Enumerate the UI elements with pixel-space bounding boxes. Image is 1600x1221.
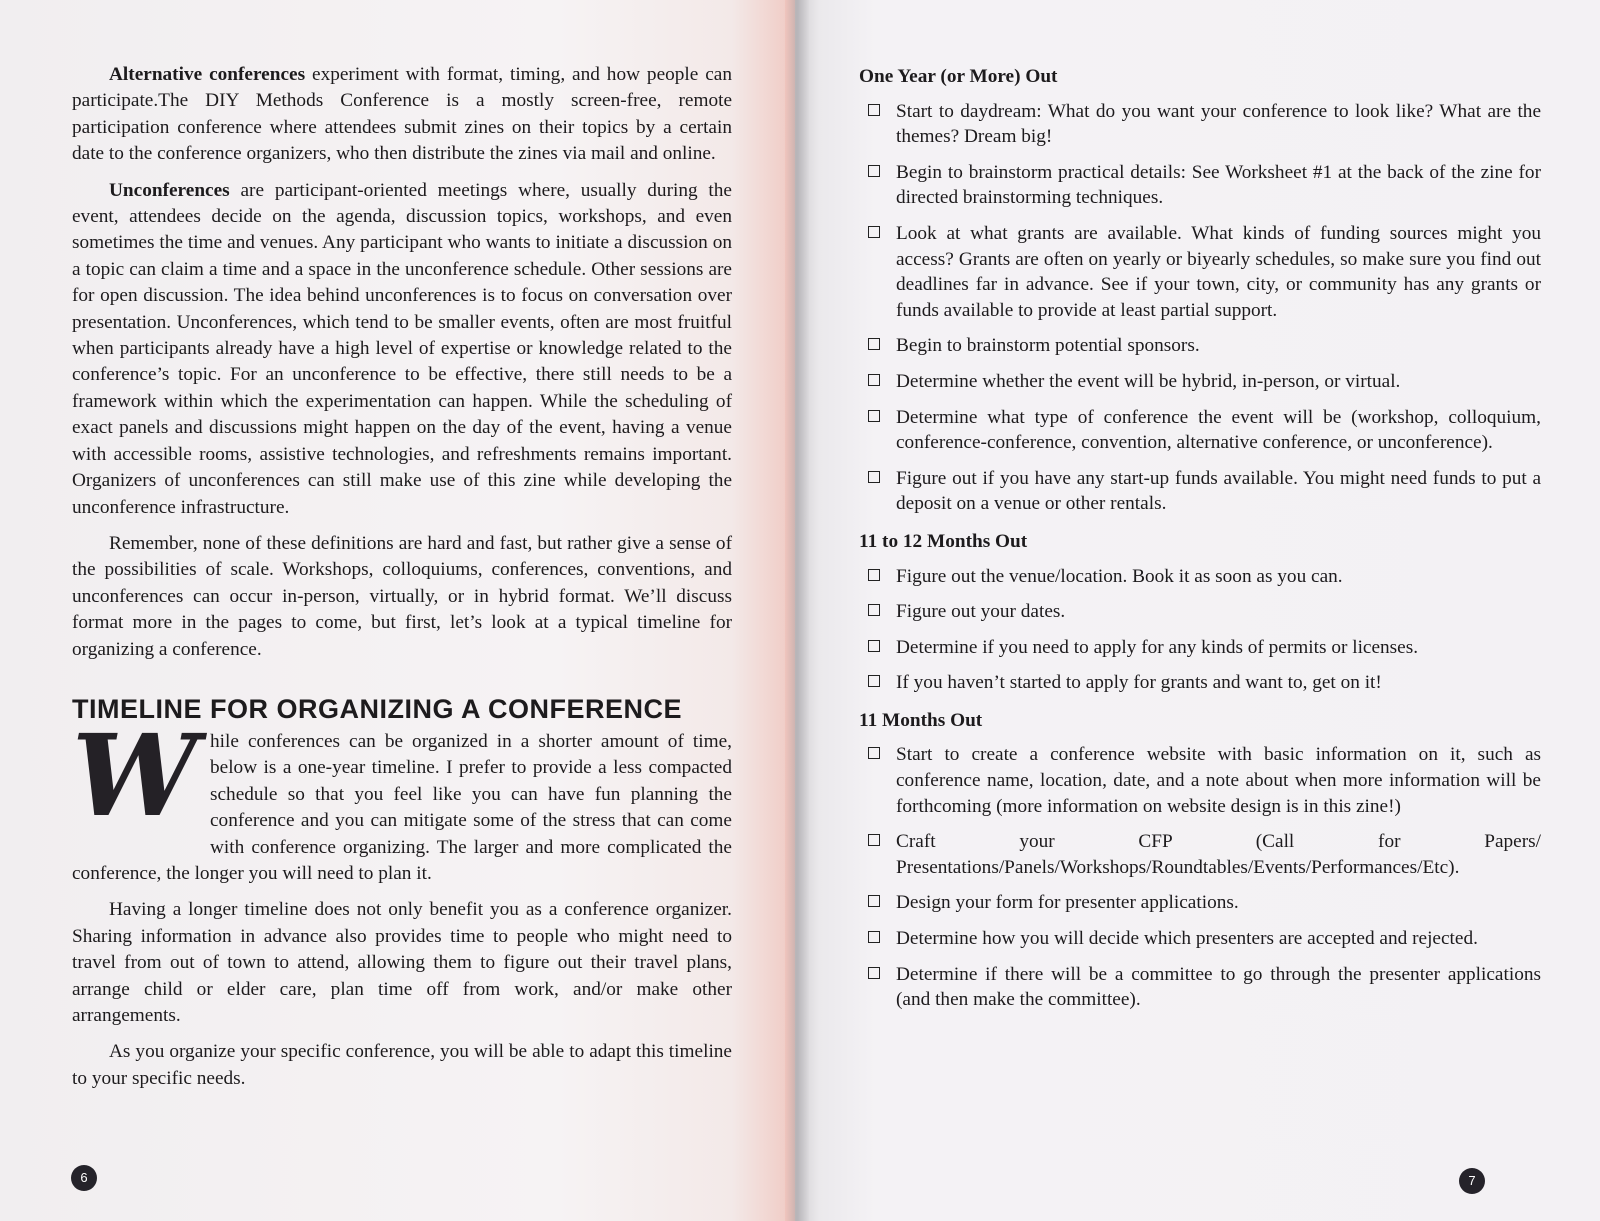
left-text-column <box>72 62 732 1102</box>
checkbox-icon <box>868 569 880 581</box>
checkbox-icon <box>868 747 880 759</box>
term-unconferences: Unconferences <box>109 179 230 201</box>
timeline-section-title: One Year (or More) Out <box>859 66 1058 87</box>
checklist-item <box>859 333 1541 359</box>
checklist-item-text: Craft your CFP (Call for Papers/ Presentations/Panels/Workshops/Roundtables/Events/Performances/Etc). <box>896 831 1541 878</box>
term-alternative-conferences: Alternative conferences <box>109 64 306 85</box>
page-number-right: 7 <box>1459 1168 1485 1194</box>
checklist-item <box>859 635 1541 661</box>
checklist-item-text: Determine if you need to apply for any kinds of permits or licenses. <box>896 636 1419 658</box>
checkbox-icon <box>868 410 880 422</box>
checklist-item <box>859 369 1541 395</box>
checklist-item <box>859 829 1541 880</box>
paragraph-longer-timeline: Having a longer timeline does not only benefit you as a conference organizer. Sharing information in advance also provides time to people who might need to travel from out of town to attend, allowing them to figure out their travel plans, arrange child or elder care, plan time off from work, and/or make other arrangements. <box>72 899 732 1026</box>
section-heading: TIMELINE FOR ORGANIZING A CONFERENCE <box>72 693 682 724</box>
checklist-item <box>859 670 1541 696</box>
book-gutter <box>785 0 809 1221</box>
drop-cap: W <box>72 710 198 842</box>
checklist-item <box>859 599 1541 625</box>
left-page <box>0 0 795 1221</box>
checklist-item-text: Design your form for presenter applications. <box>896 892 1239 914</box>
checklist-item-text: Start to daydream: What do you want your conference to look like? What are the themes? Dream big! <box>896 100 1541 148</box>
checklist-item <box>859 890 1541 916</box>
checklist-item-text: Determine how you will decide which presenters are accepted and rejected. <box>896 928 1478 950</box>
right-page <box>795 0 1600 1221</box>
checklist-item <box>859 405 1541 456</box>
checkbox-icon <box>868 834 880 846</box>
checkbox-icon <box>868 374 880 386</box>
paragraph-unconferences <box>72 178 732 521</box>
checklist-item <box>859 160 1541 211</box>
checklist-item <box>859 99 1541 150</box>
paragraph-adapt: As you organize your specific conference, you will be able to adapt this timeline to your specific needs. <box>72 1041 732 1089</box>
checklist-item-text: Begin to brainstorm potential sponsors. <box>896 335 1200 357</box>
checkbox-icon <box>868 104 880 116</box>
checkbox-icon <box>868 640 880 652</box>
checkbox-icon <box>868 895 880 907</box>
paragraph-alternative-conferences <box>72 62 732 168</box>
paragraph-text: hile conferences can be organized in a shorter amount of time, below is a one-year timeline. I prefer to provide a less compacted schedule so that you feel like you can have fun planning the conference and you can mitigate some of the stress that can come with conference organizing. The larger and more complicated the conference, the longer you will need to plan it. <box>72 730 732 884</box>
paragraph-remember: Remember, none of these definitions are hard and fast, but rather give a sense of the possibilities of scale. Workshops, colloquiums, conferences, conventions, and unconferences can occur in-person, virtually, or in hybrid format. We’ll discuss format more in the pages to come, but first, let’s look at a typical timeline for organizing a conference. <box>72 532 732 660</box>
paragraph-text: are participant-oriented meetings where, usually during the event, attendees decide on the agenda, discussion topics, workshops, and even sometimes the time and venues. Any participant who wants to initiate a discussion on a topic can claim a time and a space in the unconference schedule. Other sessions are for open discussion. The idea behind unconferences is to focus on conversation over presentation. Unconferences, which tend to be smaller events, often are most fruitful when participants already have a high level of expertise or knowledge related to the conference’s topic. For an unconference to be effective, there still needs to be a framework within which the experimentation can happen. While the scheduling of exact panels and discussions might happen on the day of the event, having a venue with accessible rooms, assistive technologies, and refreshments remains important. Organizers of unconferences can still make use of this zine while developing the unconference infrastructure. <box>72 179 732 518</box>
timeline-section-title: 11 Months Out <box>859 709 983 731</box>
checklist-item <box>859 926 1541 952</box>
checkbox-icon <box>868 931 880 943</box>
checklist-item-text: Determine what type of conference the event will be (workshop, colloquium, conference-conference, convention, alternative conference, or unconference). <box>896 406 1541 454</box>
checkbox-icon <box>868 967 880 979</box>
checklist-item-text: Figure out if you have any start-up funds available. You might need funds to put a deposit on a venue or other rentals. <box>896 467 1541 515</box>
checkbox-icon <box>868 338 880 350</box>
checkbox-icon <box>868 604 880 616</box>
paragraph-timeline-intro <box>72 710 732 887</box>
checklist-item-text: Figure out the venue/location. Book it as soon as you can. <box>896 565 1343 587</box>
checklist-item-text: Look at what grants are available. What kinds of funding sources might you access? Grants are often on yearly or biyearly schedules, so make sure you find out deadlines far in advance. See if your town, city, or community has any grants or funds available to provide at least partial support. <box>896 222 1541 321</box>
checklist-item <box>859 466 1541 517</box>
checkbox-icon <box>868 165 880 177</box>
checklist-item-text: Determine whether the event will be hybrid, in-person, or virtual. <box>896 370 1401 392</box>
checklist-item-text: If you haven’t started to apply for grants and want to, get on it! <box>896 672 1382 694</box>
right-text-column <box>859 64 1541 1023</box>
checklist-item <box>859 742 1541 819</box>
checkbox-icon <box>868 675 880 687</box>
paragraph-text: experiment with format, timing, and how people can participate.The DIY Methods Conference is a mostly screen-free, remote participation conference where attendees submit zines on their topics by a certain date to the conference organizers, who then distribute the zines via mail and online. <box>72 64 732 165</box>
timeline-section-title: 11 to 12 Months Out <box>859 530 1028 552</box>
checklist-item-text: Figure out your dates. <box>896 601 1066 623</box>
checklist-item-text: Determine if there will be a committee to go through the presenter applications (and then make the committee). <box>896 963 1541 1011</box>
page-number-left: 6 <box>71 1165 97 1191</box>
checklist-item <box>859 962 1541 1013</box>
checklist-item <box>859 221 1541 323</box>
checklist-item-text: Begin to brainstorm practical details: See Worksheet #1 at the back of the zine for directed brainstorming techniques. <box>896 161 1541 209</box>
checkbox-icon <box>868 471 880 483</box>
checklist-item <box>859 564 1541 590</box>
checkbox-icon <box>868 226 880 238</box>
checklist-item-text: Start to create a conference website with basic information on it, such as conference name, location, date, and a note about when more information will be forthcoming (more information on website design is in this zine!) <box>896 744 1541 817</box>
